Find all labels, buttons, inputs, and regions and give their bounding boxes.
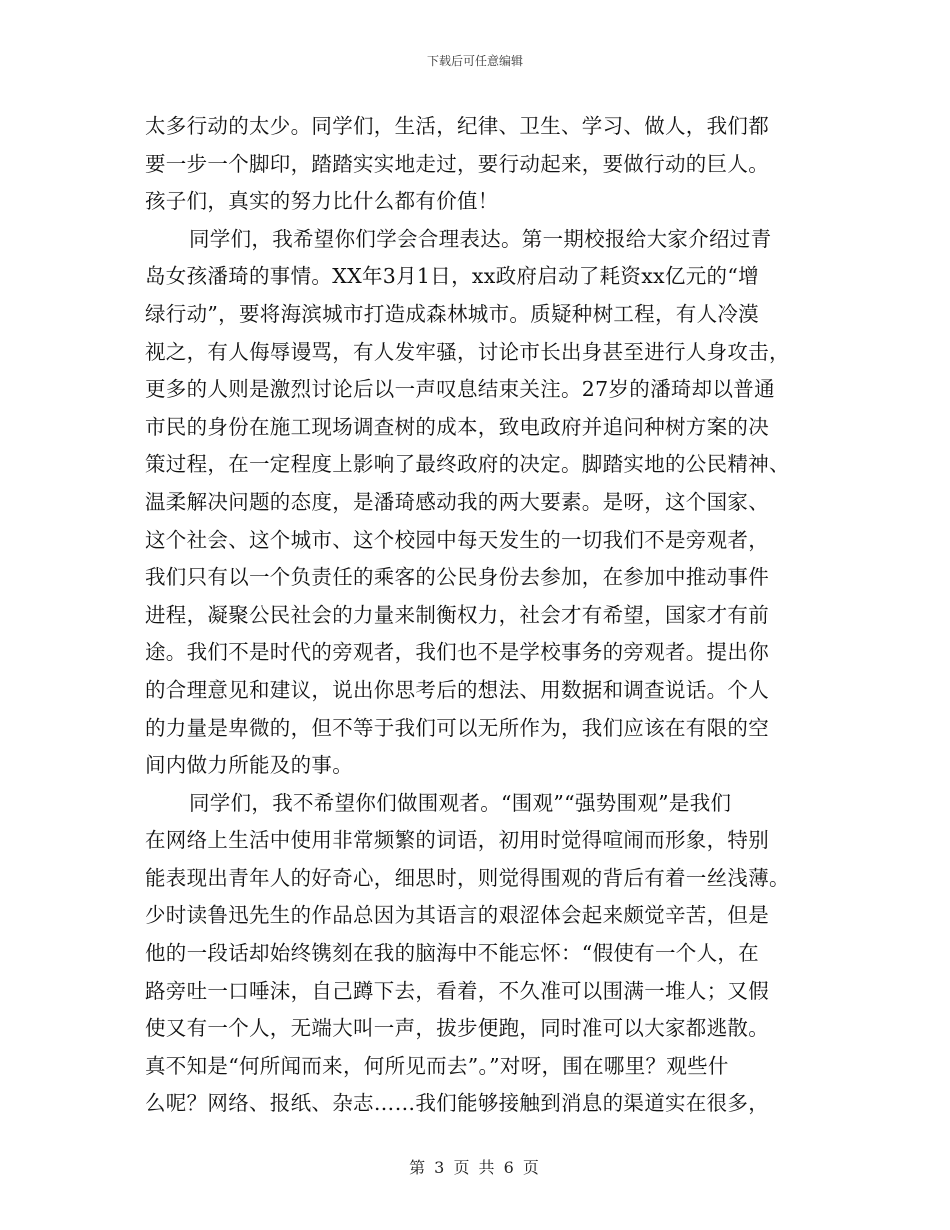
- text-line-26: 真不知是“何所闻而来，何所见而去”。”对呀，围在哪里？观些什: [145, 1053, 729, 1078]
- text-line-22: 少时读鲁迅先生的作品总因为其语言的艰涩体会起来颇觉辛苦，但是: [145, 903, 769, 928]
- text-line-6: 绿行动”，要将海滨城市打造成森林城市。质疑种树工程，有人冷漠: [145, 301, 759, 326]
- text-line-10: 策过程，在一定程度上影响了最终政府的决定。脚踏实地的公民精神、: [145, 452, 790, 477]
- text-line-9: 市民的身份在施工现场调查树的成本，致电政府并追问种树方案的决: [145, 414, 769, 439]
- text-line-24: 路旁吐一口唾沫，自己蹲下去，看着，不久准可以围满一堆人；又假: [145, 978, 769, 1003]
- page-header: 下载后可任意编辑: [426, 54, 523, 68]
- text-line-14: 进程，凝聚公民社会的力量来制衡权力，社会才有希望，国家才有前: [145, 602, 769, 627]
- text-line-25: 使又有一个人，无端大叫一声，拔步便跑，同时准可以大家都逃散。: [145, 1016, 769, 1041]
- page-number-footer: 第 3 页 共 6 页: [409, 1158, 541, 1177]
- text-line-16: 的合理意见和建议，说出你思考后的想法、用数据和调查说话。个人: [145, 677, 769, 702]
- text-line-8: 更多的人则是激烈讨论后以一声叹息结束关注。27岁的潘琦却以普通: [145, 377, 775, 402]
- text-line-21: 能表现出青年人的好奇心，细思时，则觉得围观的背后有着一丝浅薄。: [145, 865, 790, 890]
- text-line-1: 太多行动的太少。同学们，生活，纪律、卫生、学习、做人，我们都: [145, 114, 769, 138]
- text-line-20: 在网络上生活中使用非常频繁的词语，初用时觉得喧闹而形象，特别: [145, 828, 769, 853]
- text-line-15: 途。我们不是时代的旁观者，我们也不是学校事务的旁观者。提出你: [145, 640, 769, 665]
- text-line-5: 岛女孩潘琦的事情。XX年3月1日，xx政府启动了耗资xx亿元的“增: [145, 264, 759, 289]
- text-line-19: 同学们，我不希望你们做围观者。“围观”“强势围观”是我们: [189, 790, 732, 815]
- text-line-7: 视之，有人侮辱谩骂，有人发牢骚，讨论市长出身甚至进行人身攻击，: [145, 339, 790, 364]
- text-line-23: 他的一段话却始终镌刻在我的脑海中不能忘怀：“假使有一个人，在: [145, 941, 759, 966]
- text-line-18: 间内做力所能及的事。: [145, 753, 353, 778]
- text-line-13: 我们只有以一个负责任的乘客的公民身份去参加，在参加中推动事件: [145, 565, 769, 590]
- text-line-17: 的力量是卑微的，但不等于我们可以无所作为，我们应该在有限的空: [145, 715, 769, 740]
- text-line-4: 同学们，我希望你们学会合理表达。第一期校报给大家介绍过青: [189, 226, 772, 251]
- text-line-3: 孩子们，真实的努力比什么都有价值！: [145, 189, 499, 214]
- text-line-27: 么呢？网络、报纸、杂志……我们能够接触到消息的渠道实在很多，: [145, 1091, 769, 1116]
- text-line-11: 温柔解决问题的态度，是潘琦感动我的两大要素。是呀，这个国家、: [145, 489, 769, 514]
- text-line-2: 要一步一个脚印，踏踏实实地走过，要行动起来，要做行动的巨人。: [145, 151, 769, 176]
- text-line-12: 这个社会、这个城市、这个校园中每天发生的一切我们不是旁观者，: [145, 527, 769, 552]
- document-body: [145, 108, 815, 1123]
